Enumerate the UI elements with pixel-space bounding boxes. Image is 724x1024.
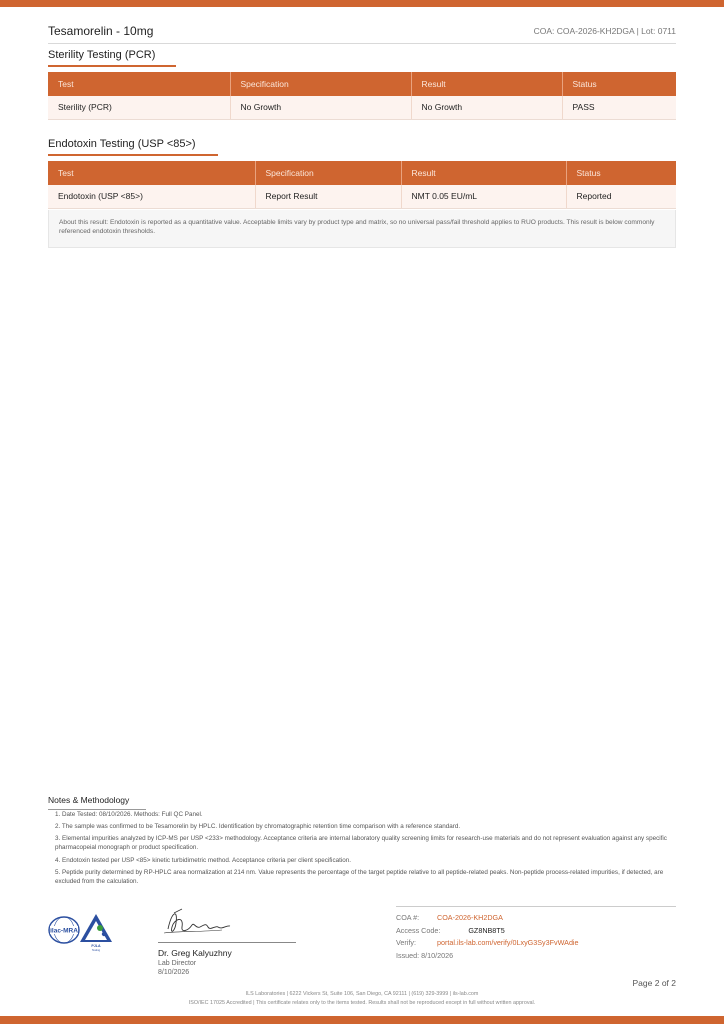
coa-number-row: COA #: COA-2026-KH2DGA — [396, 912, 579, 925]
note-item: 3. Elemental impurities analyzed by ICP-MS per USP <233> methodology. Acceptance criteria are internal laboratory quality screening limits for research-use materials and do not represent evaluation against any specific pharmacopeial monograph or product specification. — [55, 835, 667, 852]
cell-result: No Growth — [411, 96, 562, 119]
svg-text:Testing: Testing — [91, 949, 101, 952]
footer-address: ILS Laboratories | 6222 Vickers St, Suite 106, San Diego, CA 92111 | (619) 329-3999 | ils-lab.com — [245, 991, 479, 997]
footer-separator — [396, 906, 676, 907]
svg-text:ilac-MRA: ilac-MRA — [50, 927, 78, 935]
bottom-accent-bar — [0, 1016, 724, 1024]
section-underline — [48, 65, 176, 67]
col-specification: Specification — [255, 161, 401, 185]
access-code: GZ8NB8T5 — [468, 925, 505, 935]
status-pass: PASS — [562, 96, 676, 119]
endotoxin-table — [48, 161, 676, 209]
access-code-row: Access Code: GZ8NB8T5 — [396, 925, 579, 938]
signer-block — [158, 948, 232, 976]
table-row — [48, 96, 676, 119]
note-item: 5. Peptide purity determined by RP-HPLC area normalization at 214 nm. Value represents the percentage of the target peptide relative to all peptide-related peaks. Non-peptide process-related impurities, if detected, are excluded from the calculation. — [55, 868, 664, 885]
col-specification: Specification — [230, 72, 411, 96]
svg-text:PJLA: PJLA — [91, 944, 101, 948]
note-item: 1. Date Tested: 08/10/2026. Methods: Full QC Panel. — [55, 811, 203, 818]
table-header-row — [48, 72, 676, 96]
signer-name: Dr. Greg Kalyuzhny — [158, 948, 232, 958]
issued-date: Issued: 8/10/2026 — [396, 950, 454, 960]
footer-disclaimer: ISO/IEC 17025 Accredited | This certificate relates only to the items tested. Results shall not be reproduced except in full without written approval. — [188, 1000, 536, 1006]
signature-line — [158, 942, 296, 943]
ilac-mra-logo — [49, 917, 79, 943]
sterility-section-title: Sterility Testing (PCR) — [48, 49, 155, 65]
pjla-logo — [80, 914, 112, 952]
coa-lot-reference: COA: COA-2026-KH2DGA | Lot: 0711 — [533, 26, 676, 36]
top-accent-bar — [0, 0, 724, 7]
endotoxin-section-title: Endotoxin Testing (USP <85>) — [48, 138, 196, 154]
director-signature — [160, 905, 240, 941]
cell-specification: No Growth — [230, 96, 411, 119]
cell-test: Sterility (PCR) — [48, 96, 230, 119]
col-result: Result — [411, 72, 562, 96]
col-test: Test — [48, 161, 255, 185]
section-underline — [48, 154, 218, 156]
product-title: Tesamorelin - 10mg — [48, 24, 154, 38]
accreditation-logos — [48, 912, 114, 952]
coa-number: COA-2026-KH2DGA — [437, 913, 503, 922]
notes-list — [55, 810, 673, 889]
verify-row: Verify: portal.ils-lab.com/verify/0LxyG3Sy3FvWAdie — [396, 937, 579, 950]
page-number: Page 2 of 2 — [632, 978, 676, 988]
table-row — [48, 185, 676, 208]
col-status: Status — [562, 72, 676, 96]
sterility-table — [48, 72, 676, 120]
verify-link[interactable]: portal.ils-lab.com/verify/0LxyG3Sy3FvWAdie — [437, 938, 579, 948]
col-status: Status — [566, 161, 676, 185]
table-header-row — [48, 161, 676, 185]
cell-specification: Report Result — [255, 185, 401, 208]
coa-verification-block — [396, 912, 579, 962]
signer-title: Lab Director — [158, 960, 197, 967]
cell-result: NMT 0.05 EU/mL — [401, 185, 566, 208]
signer-date: 8/10/2026 — [158, 969, 190, 976]
col-result: Result — [401, 161, 566, 185]
page-header — [48, 24, 676, 44]
notes-title: Notes & Methodology — [48, 795, 129, 808]
cell-test: Endotoxin (USP <85>) — [48, 185, 255, 208]
note-item: 2. The sample was confirmed to be Tesamorelin by HPLC. Identification by chromatographic retention time comparison with a reference standard. — [55, 823, 461, 831]
status-reported: Reported — [566, 185, 676, 208]
col-test: Test — [48, 72, 230, 96]
note-item: 4. Endotoxin tested per USP <85> kinetic turbidimetric method. Acceptance criteria per client specification. — [55, 856, 351, 864]
endotoxin-about-note: About this result: Endotoxin is reported as a quantitative value. Acceptable limits vary by product type and matrix, so no universal pass/fail threshold applies to RUO products. This result is below commonly referenced endotoxin thresholds. — [48, 210, 676, 248]
